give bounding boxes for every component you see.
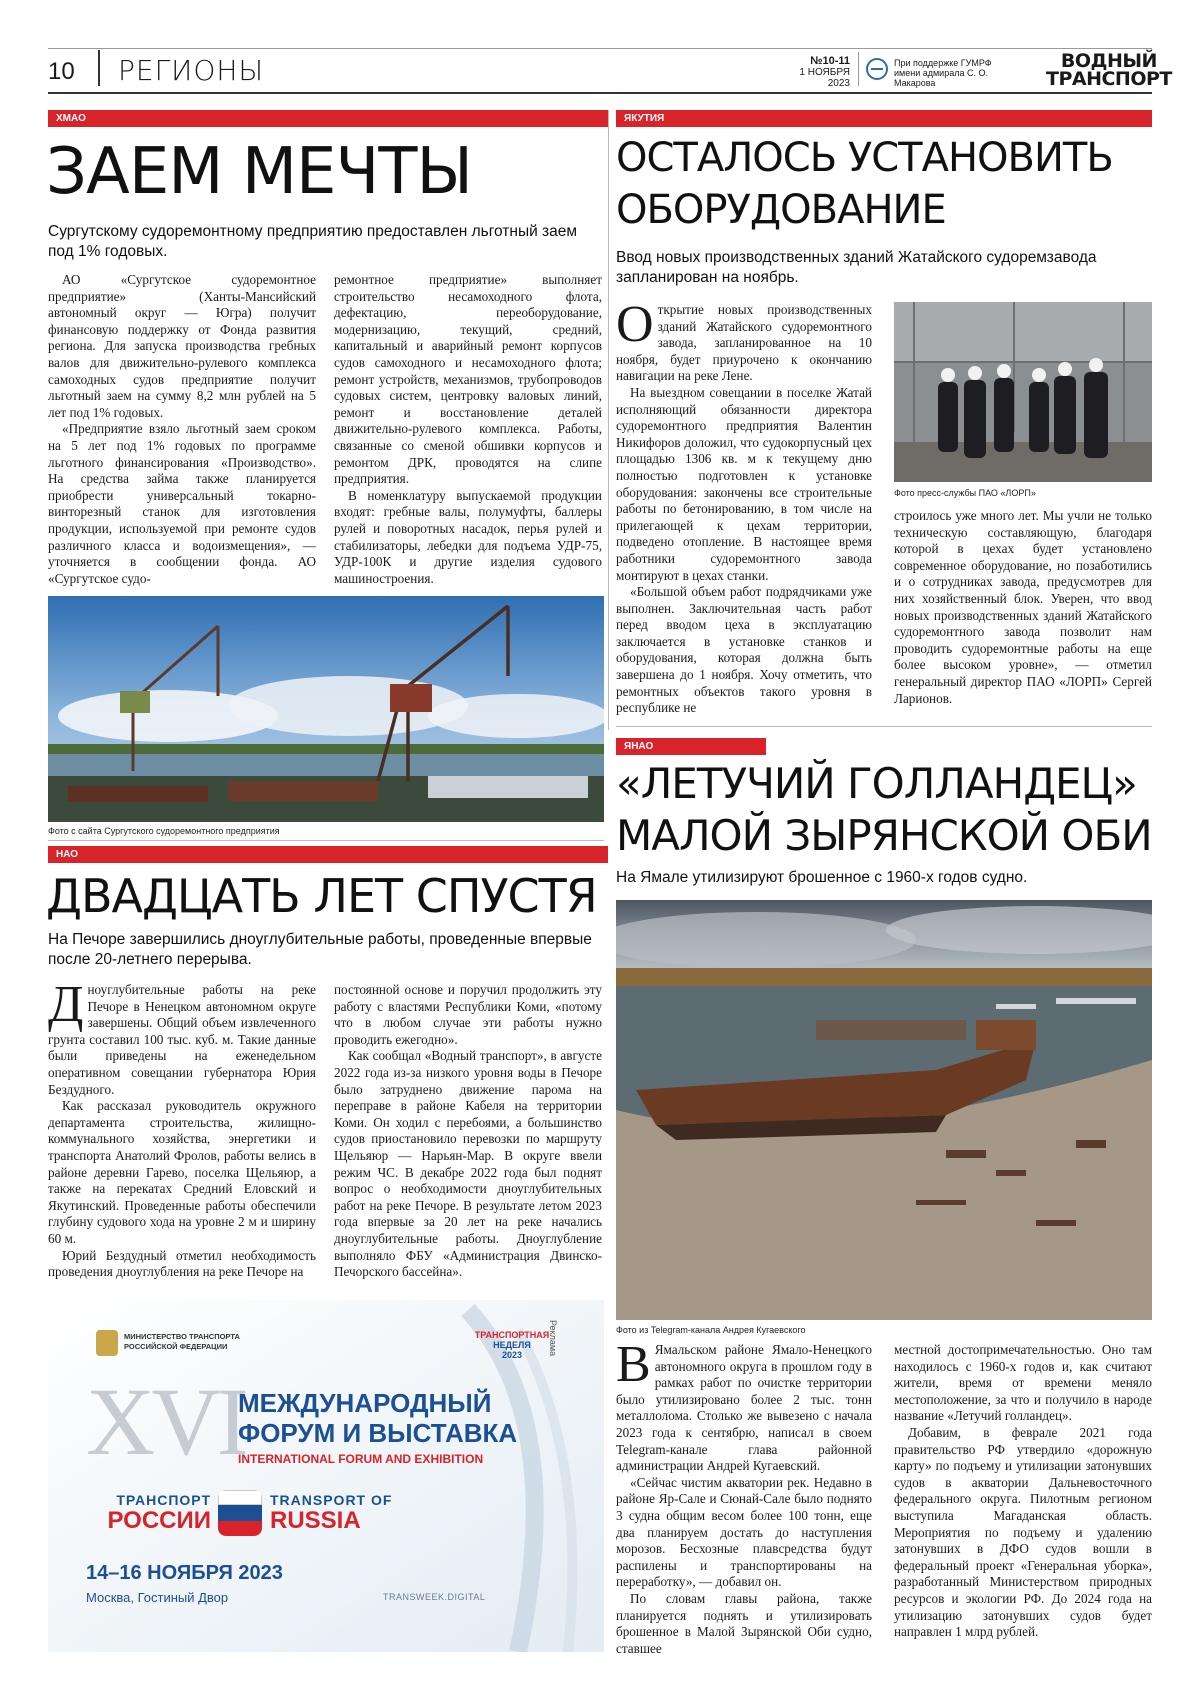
ministry-label: МИНИСТЕРСТВО ТРАНСПОРТА РОССИЙСКОЙ ФЕДЕРАЦИИ (124, 1332, 240, 1351)
event-site-link[interactable]: TRANSWEEK.DIGITAL (383, 1592, 486, 1602)
advertisement[interactable] (48, 1300, 604, 1652)
paragraph-text: ноуглубительные работы на реке Печоре в Ненецком автономном округе завершены. Общий объем извлеченного грунта составил 100 тыс. куб. м. Такие данные были приведены на еженедельном оперативном совещании губернатора Юрия Бездудного. (48, 982, 316, 1097)
section-rule (616, 726, 1152, 727)
article1-col2 (334, 272, 602, 587)
article2-col2 (334, 982, 602, 1281)
header-divider-2 (858, 52, 859, 86)
paragraph: «Сейчас чистим акватории рек. Недавно в районе Яр-Сале и Сюнай-Сале было поднято 3 судна общим весом более 100 тонн, еще два планируем достать до наступления морозов. Бесхозные плавсредства будут распилены и транспортированы на переработку», — добавил он. (616, 1474, 872, 1590)
issue-info (790, 56, 850, 89)
brand-ru-line2: РОССИИ (107, 1507, 211, 1534)
ad-label: Реклама (548, 1320, 558, 1357)
forum-title (238, 1388, 517, 1448)
event-place: Москва, Гостиный Двор (86, 1590, 229, 1605)
newspaper-logo (1046, 52, 1172, 88)
paragraph: На выездном совещании в поселке Жатай исполняющий обязанности директора судоремонтного предприятия Валентин Никифоров доложил, что судокорпусный цех площадью 1306 кв. м к текущему дню полностью подготовлен к установке оборудования: закончены все строительные работы по бетонированию, в том числе на прилегающей к цехам территории, подведено отопление. В настоящее время работники судоремонтного завода монтируют в цехах станки. (616, 384, 872, 583)
article3-lead: Ввод новых производственных зданий Жатайского судоремзавода запланирован на ноябрь. (616, 249, 1097, 286)
week-line2: НЕДЕЛЯ (493, 1340, 531, 1350)
article2-title: ДВАДЦАТЬ ЛЕТ СПУСТЯ (46, 869, 597, 923)
section-title: РЕГИОНЫ (118, 54, 265, 87)
paragraph-text: Ямальском районе Ямало-Ненецкого автономного округа в прошлом году в рамках работ по очистке территории было утилизировано более 2 тыс. тонн металлолома. Столько же вывезено с начала 2023 года к сентябрю, написал в своем Telegram-канале глава районной администрации Андрей Кугаевский. (616, 1342, 872, 1474)
brand-ru-line1: ТРАНСПОРТ (116, 1492, 211, 1508)
paragraph: Добавим, в феврале 2021 года правительство РФ утвердило «дорожную карту» по подъему и утилизации затонувших судов в акватории Дальневосточного федерального округа. Пилотным регионом выступила Магаданская область. Мероприятия по подъему и удалению затонувших в ДФО судов вошли в федеральный проект «Генеральная уборка», разработанный Министерством природных ресурсов и экологии РФ. До 2024 года на утилизацию затонувших судов будет направлен 1 млрд рублей. (894, 1424, 1152, 1640)
tag-nao: НАО (48, 846, 608, 863)
brand-ru (86, 1492, 211, 1534)
brand-line1: ВОДНЫЙ (1060, 50, 1157, 72)
article4-photo-caption: Фото из Telegram-канала Андрея Кугаевского (616, 1325, 806, 1335)
paragraph: постоянной основе и поручил продолжить эту работу с властями Республики Коми, «потому что в любом случае эти работы нужно проводить ежегодно». (334, 982, 602, 1047)
article4-col1 (616, 1336, 872, 1657)
roman-numeral: XVI (86, 1368, 245, 1475)
paragraph (616, 1336, 872, 1475)
title-line2: ОБОРУДОВАНИЕ (616, 187, 946, 233)
paragraph: По словам главы района, также планируется поднять и утилизировать брошенное в Малой Зырянской Оби судно, ставшее (616, 1590, 872, 1656)
header-divider (98, 50, 100, 86)
article1-photo-caption: Фото с сайта Сургутского судоремонтного предприятия (48, 826, 280, 836)
article3-col2 (894, 508, 1152, 707)
tag-yakutia: ЯКУТИЯ (616, 110, 1152, 127)
anchor-logo-icon (866, 58, 888, 80)
paragraph: местной достопримечательностью. Оно там находилось с 1960-х годов и, как считают жители, время от времени меняло местоположение, за что и получило в народе название «Летучий голландец». (894, 1342, 1152, 1424)
paragraph (48, 976, 316, 1098)
forum-line1: МЕЖДУНАРОДНЫЙ (238, 1388, 492, 1418)
paragraph: В номенклатуру выпускаемой продукции входят: гребные валы, полумуфты, баллеры рулей и поворотных насадок, перья рулей и стабилизаторы, лебедки для подъема УДР-75, УДР-100К и другие изделия судового машиностроения. (334, 487, 602, 586)
issue-number: №10-11 (810, 55, 850, 67)
paragraph: АО «Сургутское судоремонтное предприятие» (Ханты-Мансийский автономный округ — Югра) получит финансовую поддержку от Фонда развития региона. Для запуска производства гребных валов для движительно-рулевого комплекса самоходных судов предприятие получит льготный заем на сумму 8,2 млн рублей на 5 лет под 1% годовых. (48, 272, 316, 420)
barge-photo (616, 900, 1152, 1320)
article1-lead: Сургутскому судоремонтному предприятию предоставлен льготный заем под 1% годовых. (48, 223, 578, 260)
header-top-rule (48, 48, 1152, 49)
issue-date: 1 НОЯБРЯ 2023 (799, 67, 850, 89)
article3-photo-caption: Фото пресс-службы ПАО «ЛОРП» (894, 488, 1036, 498)
transport-week-logo (472, 1330, 552, 1360)
paragraph: Юрий Бездудный отметил необходимость проведения дноуглубления на реке Печоре на (48, 1247, 316, 1280)
workshop-photo (894, 302, 1152, 482)
forum-line2: ФОРУМ И ВЫСТАВКА (238, 1418, 518, 1448)
week-year: 2023 (501, 1350, 523, 1360)
paragraph: «Большой объем работ подрядчиками уже выполнен. Заключительная часть работ перед вводом цеха в эксплуатацию заключается в установке станков и оборудования, которая должна быть завершена до 1 ноября. Хочу отметить, что ремонтных объектов такого уровня в республике не (616, 584, 872, 716)
cranes-photo (48, 596, 604, 822)
header-bottom-rule (48, 92, 1152, 94)
support-text: При поддержке ГУМРФ имени адмирала С. О. Макарова (894, 58, 992, 88)
article4-col2 (894, 1342, 1152, 1641)
paragraph (616, 296, 872, 385)
paragraph: строилось уже много лет. Мы учли не только техническую составляющую, благодаря которой в цехах будет установлено современное оборудование, но позаботились и о сотрудниках завода, предусмотрев для них хозяйственный блок. Уверен, что ввод новых производственных зданий Жатайского судоремонтного завода позволит нам проводить судоремонтные работы на еще более высоком уровне», — отметил генеральный директор ПАО «ЛОРП» Сергей Ларионов. (894, 508, 1152, 706)
article4-lead: На Ямале утилизируют брошенное с 1960-х годов судно. (616, 869, 1028, 886)
brand-en-line2: RUSSIA (270, 1507, 361, 1534)
article4-title (616, 758, 1152, 862)
tag-yanao: ЯНАО (616, 738, 766, 755)
coat-of-arms-icon (96, 1330, 118, 1356)
drop-cap: В (616, 1336, 651, 1393)
tag-hmao: ХМАО (48, 110, 608, 127)
column-separator (608, 110, 609, 730)
paragraph: Как рассказал руководитель окружного департамента строительства, жилищно-коммунального хозяйства, энергетики и транспорта Анатолий Фролов, работы велись в районе деревни Гарево, поселка Щельяюр, а также на перекатах Средний Еловский и Якутинский. Проведенные работы обеспечили глубину судового хода на уровне 2 м и ширину 60 м. (48, 1098, 316, 1246)
paragraph: ремонтное предприятие» выполняет строительство несамоходного флота, дефектацию, переоборудование, модернизацию, текущий, средний, капитальный и аварийный ремонт корпусов судов самоходного и несамоходного флота; ремонт устройств, механизмов, трубопроводов судовых систем, центровку валовых линий, ремонт и восстановление деталей движительно-рулевого комплекса. Работы, связанные со сменой обшивки корпусов и ремонтом ДРК, проводятся на слипе предприятия. (334, 272, 602, 487)
event-dates: 14–16 НОЯБРЯ 2023 (86, 1562, 283, 1584)
week-line1: ТРАНСПОРТНАЯ (474, 1330, 550, 1340)
drop-cap: Д (48, 976, 84, 1033)
article3-col1 (616, 296, 872, 717)
article1-col1 (48, 272, 316, 587)
article3-title (616, 132, 1113, 236)
brand-en (270, 1492, 392, 1534)
article1-title: ЗАЕМ МЕЧТЫ (46, 135, 472, 209)
paragraph-text: ткрытие новых производственных зданий Жатайского судоремонтного завода, запланированное на 10 ноября, будет приурочено к окончанию навигации на реке Лене. (616, 302, 872, 384)
page-number: 10 (48, 58, 75, 85)
article2-lead: На Печоре завершились дноуглубительные работы, проведенные впервые после 20-летнего перерыва. (48, 931, 592, 968)
title-line1: ОСТАЛОСЬ УСТАНОВИТЬ (616, 135, 1113, 181)
brand-en-line1: TRANSPORT OF (270, 1492, 393, 1508)
title-line1: «ЛЕТУЧИЙ ГОЛЛАНДЕЦ» (616, 759, 1137, 808)
article2-col1 (48, 976, 316, 1281)
paragraph: Как сообщал «Водный транспорт», в августе 2022 года из-за низкого уровня воды в Печоре было затруднено движение парома на переправе в районе Кабеля на территории Коми. Он ходил с перебоями, а большинство судов приостановило перевозки по маршруту Щельяюр — Нарьян-Мар. В округе ввели режим ЧС. В декабре 2022 года был поднят вопрос о необходимости дноуглубительных работ на реке Печоре. В результате летом 2023 года впервые за 20 лет на реке начались дноуглубительные работы. Дноуглубление выполняло ФБУ «Администрация Двинско-Печорского бассейна». (334, 1048, 602, 1280)
brand-line2: ТРАНСПОРТ (1046, 68, 1172, 90)
paragraph: «Предприятие взяло льготный заем сроком на 5 лет под 1% годовых по программе льготного финансирования «Производство». На средства займа также планируется приобрести универсальный токарно-винторезный станок для изготовления продукции, используемой при ремонте судов различного класса и водоизмещения», — уточняется в сообщении фонда. АО «Сургутское судо- (48, 421, 316, 586)
flag-emblem-icon (218, 1490, 262, 1536)
drop-cap: О (616, 296, 654, 353)
title-line2: МАЛОЙ ЗЫРЯНСКОЙ ОБИ (616, 811, 1152, 860)
section-rule (48, 840, 604, 841)
forum-title-en: INTERNATIONAL FORUM AND EXHIBITION (238, 1452, 484, 1466)
